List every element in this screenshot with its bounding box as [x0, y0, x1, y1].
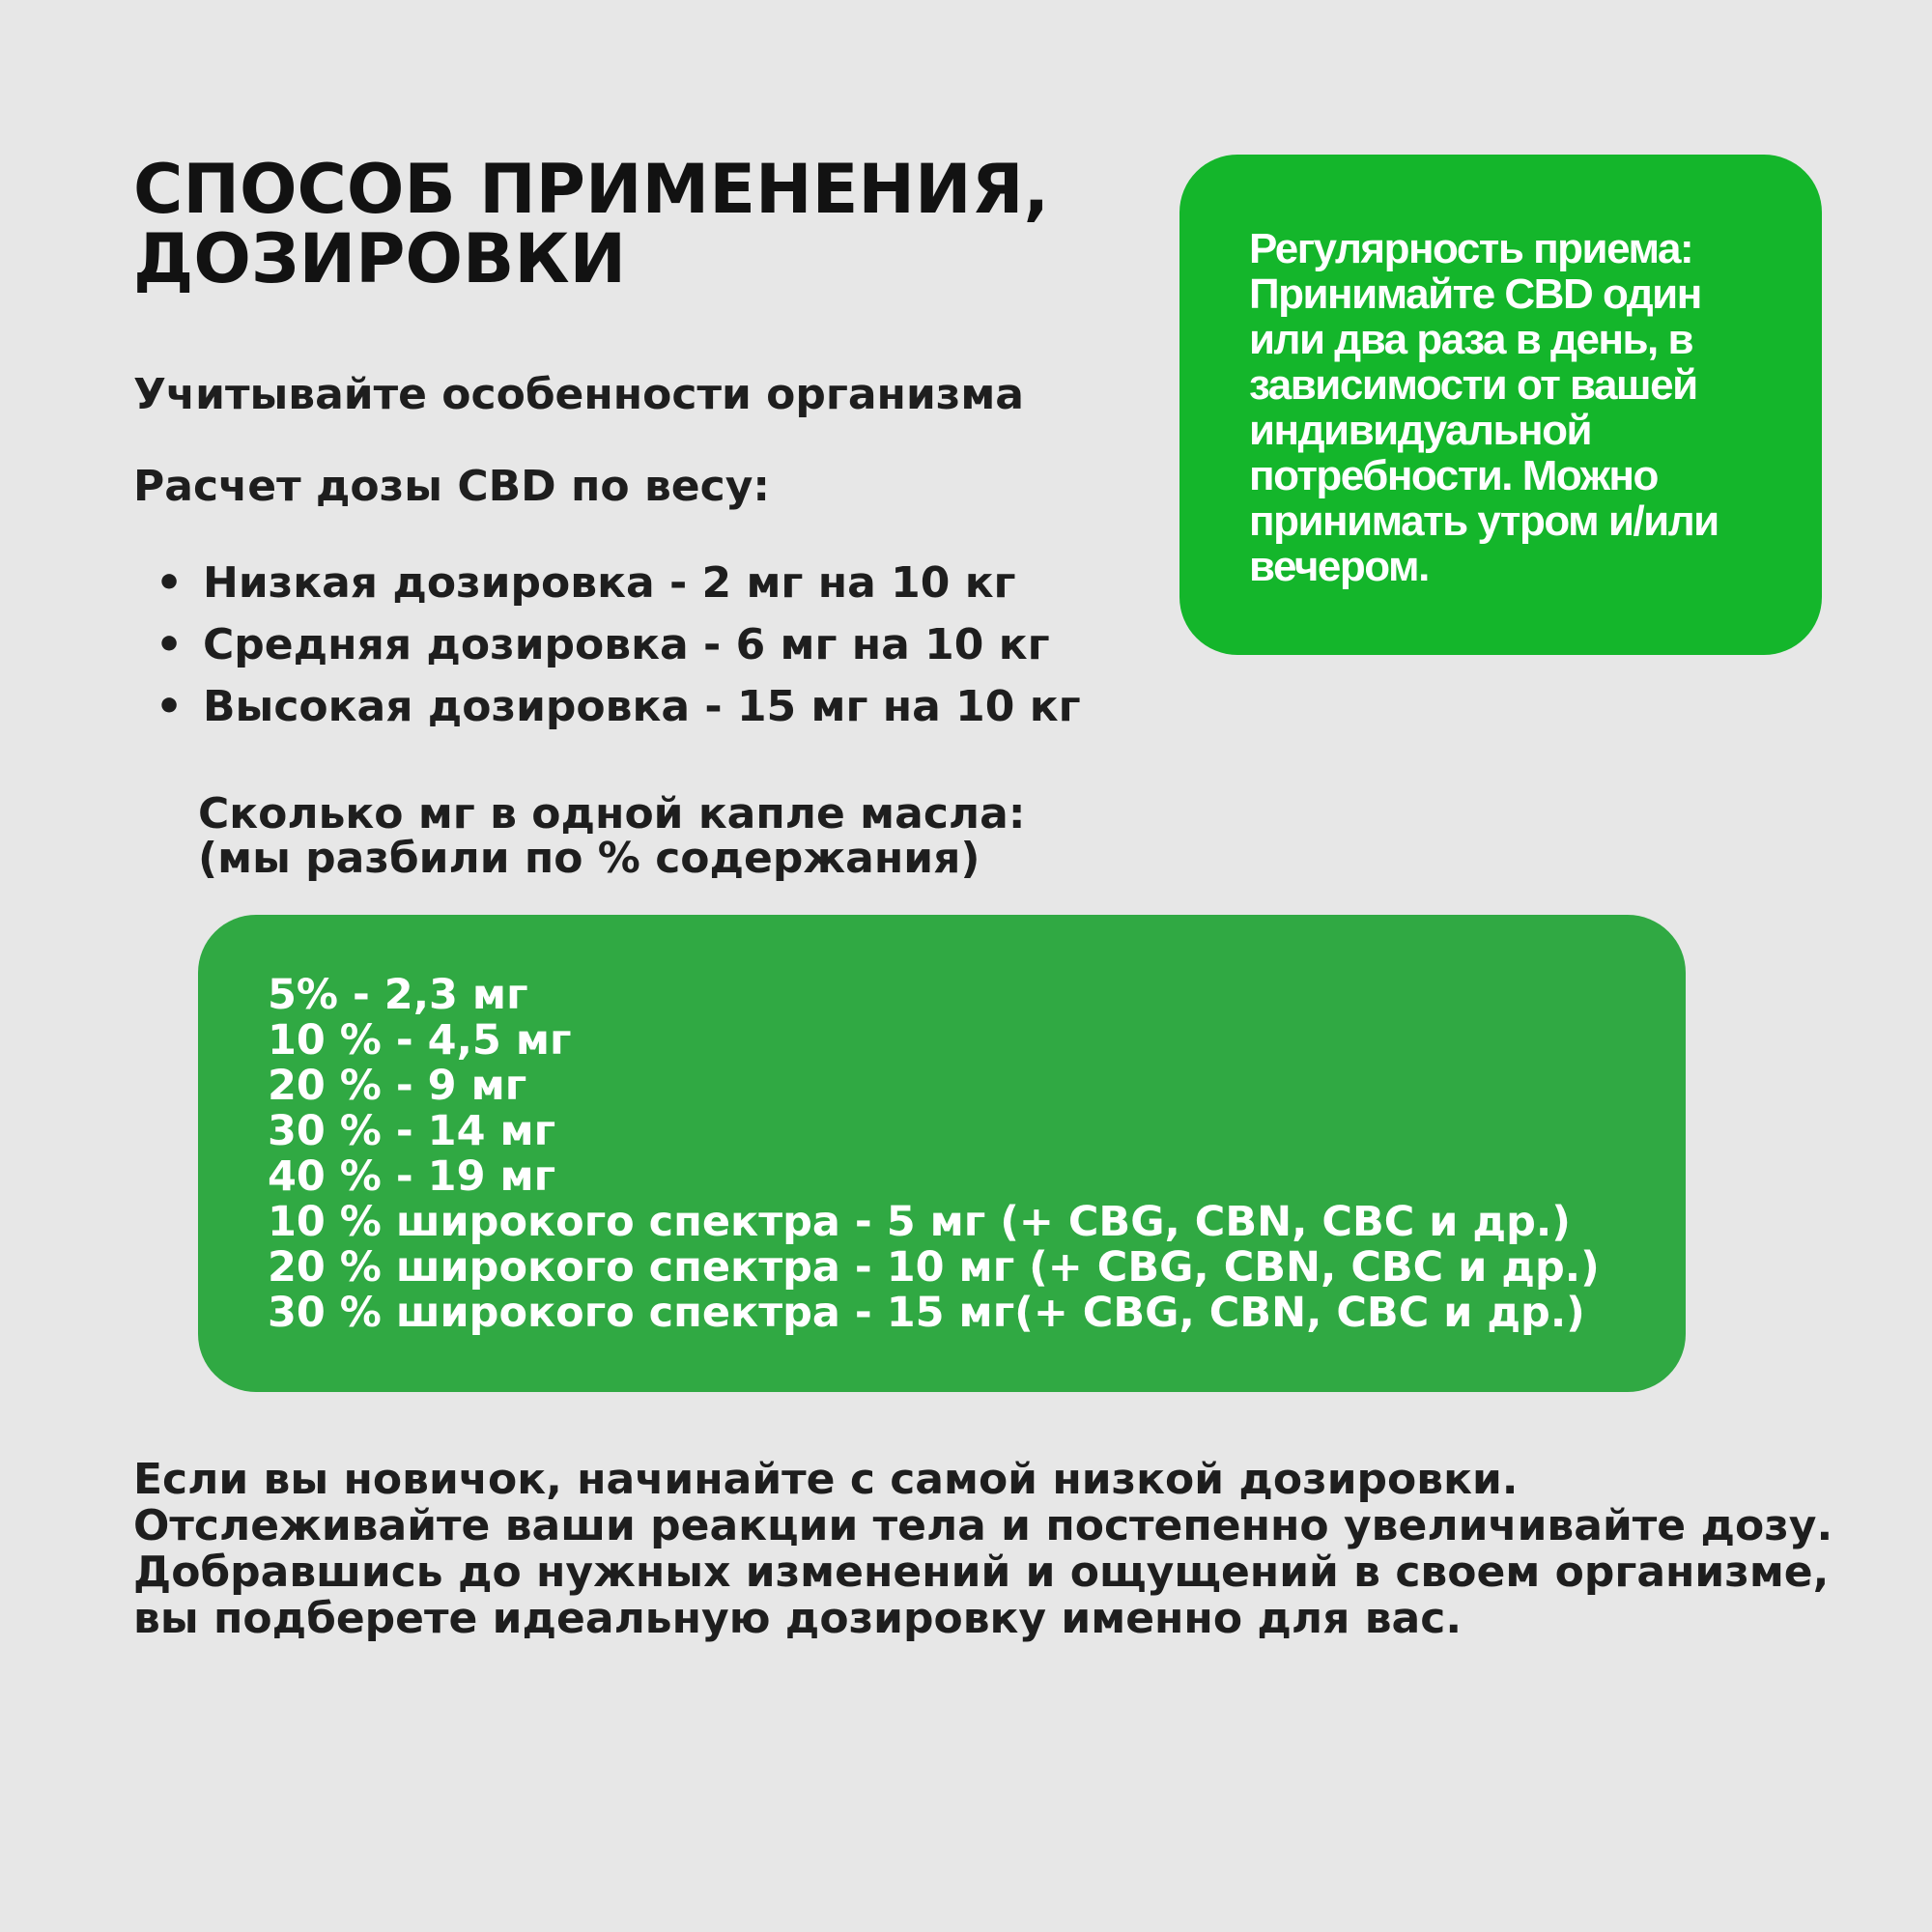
- list-item: 20 % широкого спектра - 10 мг (+ CBG, CBN, CBC и др.): [268, 1243, 1600, 1292]
- bullet-icon: •: [155, 682, 184, 731]
- drop-dose-heading-line-2: (мы разбили по % содержания): [198, 834, 980, 883]
- closing-line: Отслеживайте ваши реакции тела и постепенно увеличивайте дозу.: [133, 1501, 1833, 1550]
- regularity-panel: [1179, 155, 1822, 655]
- list-item: 40 % - 19 мг: [268, 1152, 556, 1201]
- closing-line: Добравшись до нужных изменений и ощущений в своем организме,: [133, 1548, 1830, 1597]
- list-item: 30 % широкого спектра - 15 мг(+ CBG, CBN, CBC и др.): [268, 1289, 1585, 1337]
- regularity-line: потребности. Можно: [1249, 452, 1658, 499]
- closing-line: вы подберете идеальную дозировку именно для вас.: [133, 1594, 1463, 1643]
- list-item: 5% - 2,3 мг: [268, 971, 528, 1019]
- list-item: 10 % - 4,5 мг: [268, 1016, 572, 1065]
- closing-advice: [133, 1457, 1833, 1642]
- weight-dose-list: [155, 553, 1081, 738]
- list-item: [155, 553, 1081, 614]
- closing-line: Если вы новичок, начинайте с самой низкой дозировки.: [133, 1455, 1519, 1504]
- list-item: 10 % широкого спектра - 5 мг (+ CBG, CBN, CBC и др.): [268, 1198, 1571, 1246]
- drop-dose-list: [268, 973, 1686, 1336]
- regularity-text: [1249, 226, 1803, 589]
- regularity-line: вечером.: [1249, 543, 1429, 590]
- regularity-line: Регулярность приема:: [1249, 225, 1693, 272]
- regularity-line: или два раза в день, в: [1249, 316, 1693, 363]
- drop-dose-heading: [198, 789, 1026, 883]
- list-item: 30 % - 14 мг: [268, 1107, 556, 1155]
- drop-dose-panel: [198, 915, 1686, 1392]
- list-item: 20 % - 9 мг: [268, 1062, 527, 1110]
- page-title-line-1: СПОСОБ ПРИМЕНЕНИЯ,: [133, 150, 1050, 229]
- page-title-line-2: ДОЗИРОВКИ: [133, 219, 627, 298]
- intro-text: Учитывайте особенности организма: [133, 370, 1025, 419]
- bullet-icon: •: [155, 620, 184, 669]
- page-title: [133, 150, 1099, 298]
- list-item: [155, 614, 1081, 676]
- regularity-line: зависимости от вашей: [1249, 361, 1697, 409]
- drop-dose-heading-line-1: Сколько мг в одной капле масла:: [198, 789, 1026, 838]
- list-item: [155, 676, 1081, 738]
- regularity-line: Принимайте CBD один: [1249, 270, 1701, 318]
- bullet-icon: •: [155, 558, 184, 608]
- dose-medium: Средняя дозировка - 6 мг на 10 кг: [203, 620, 1050, 669]
- dose-low: Низкая дозировка - 2 мг на 10 кг: [203, 558, 1016, 608]
- regularity-line: принимать утром и/или: [1249, 497, 1719, 545]
- regularity-line: индивидуальной: [1249, 407, 1592, 454]
- dose-high: Высокая дозировка - 15 мг на 10 кг: [203, 682, 1081, 731]
- weight-dose-heading: Расчет дозы CBD по весу:: [133, 462, 770, 511]
